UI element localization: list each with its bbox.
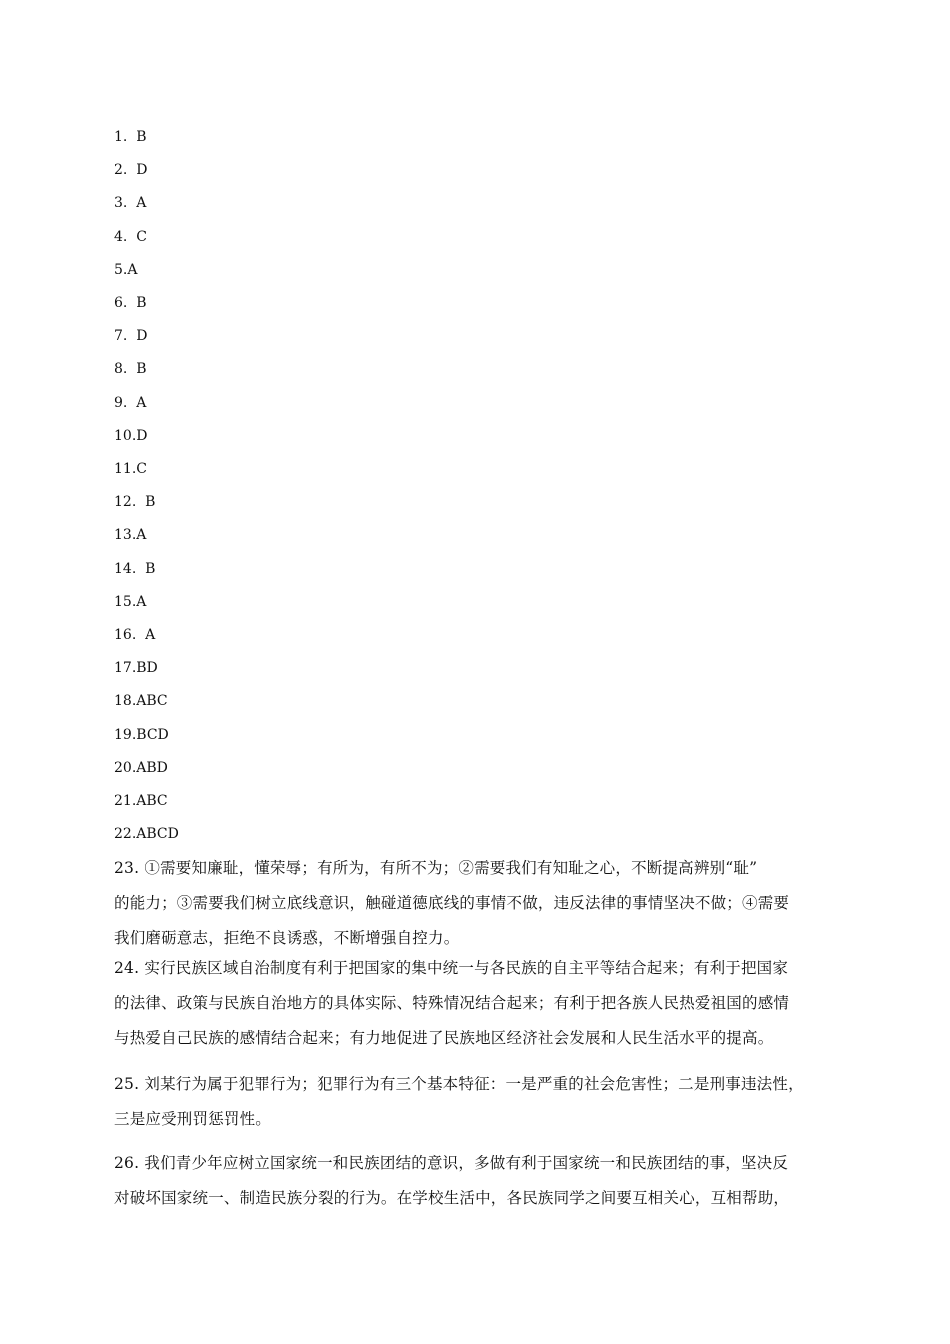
answer-23-line-1: 23. ①需要知廉耻，懂荣辱；有所为，有所不为；②需要我们有知耻之心，不断提高辨别“耻” — [114, 859, 758, 877]
answer-item: 1. B — [114, 129, 147, 145]
answer-24-line-2: 的法律、政策与民族自治地方的具体实际、特殊情况结合起来；有利于把各族人民热爱祖国的感情 — [114, 994, 790, 1012]
answer-25 — [114, 1067, 846, 1137]
answer-item: 18.ABC — [114, 693, 168, 709]
answer-item: 7. D — [114, 328, 148, 344]
answer-25-line-2: 三是应受刑罚惩罚性。 — [114, 1110, 272, 1128]
answer-item: 9. A — [114, 395, 147, 411]
answer-item: 13.A — [114, 527, 147, 543]
answer-item: 22.ABCD — [114, 826, 179, 842]
answer-item: 8. B — [114, 361, 147, 377]
answer-26-line-1: 26. 我们青少年应树立国家统一和民族团结的意识，多做有利于国家统一和民族团结的事，坚决反 — [114, 1154, 789, 1172]
answer-24-line-3: 与热爱自己民族的感情结合起来；有力地促进了民族地区经济社会发展和人民生活水平的提高。 — [114, 1029, 774, 1047]
answer-item: 19.BCD — [114, 727, 169, 743]
answer-item: 21.ABC — [114, 793, 168, 809]
answer-item: 14. B — [114, 561, 156, 577]
answer-item: 20.ABD — [114, 760, 168, 776]
answer-item: 16. A — [114, 627, 156, 643]
answer-23-line-2: 的能力；③需要我们树立底线意识，触碰道德底线的事情不做，违反法律的事情坚决不做；④需要 — [114, 894, 790, 912]
answer-24-line-1: 24. 实行民族区域自治制度有利于把国家的集中统一与各民族的自主平等结合起来；有利于把国家 — [114, 959, 789, 977]
answer-23 — [114, 851, 846, 956]
answer-item: 11.C — [114, 461, 147, 477]
answer-item: 15.A — [114, 594, 147, 610]
answer-item: 2. D — [114, 162, 148, 178]
answer-25-line-1: 25. 刘某行为属于犯罪行为；犯罪行为有三个基本特征：一是严重的社会危害性；二是刑事违法性， — [114, 1075, 804, 1093]
answer-item: 4. C — [114, 229, 147, 245]
answer-item: 6. B — [114, 295, 147, 311]
answer-26-line-2: 对破坏国家统一、制造民族分裂的行为。在学校生活中，各民族同学之间要互相关心，互相帮助， — [114, 1189, 790, 1207]
answer-23-line-3: 我们磨砺意志，拒绝不良诱惑，不断增强自控力。 — [114, 929, 460, 947]
answer-item: 12. B — [114, 494, 156, 510]
answer-item: 5.A — [114, 262, 138, 278]
answer-26 — [114, 1146, 846, 1216]
answer-item: 3. A — [114, 195, 147, 211]
answer-item: 10.D — [114, 428, 148, 444]
answer-24 — [114, 951, 846, 1056]
answer-item: 17.BD — [114, 660, 158, 676]
